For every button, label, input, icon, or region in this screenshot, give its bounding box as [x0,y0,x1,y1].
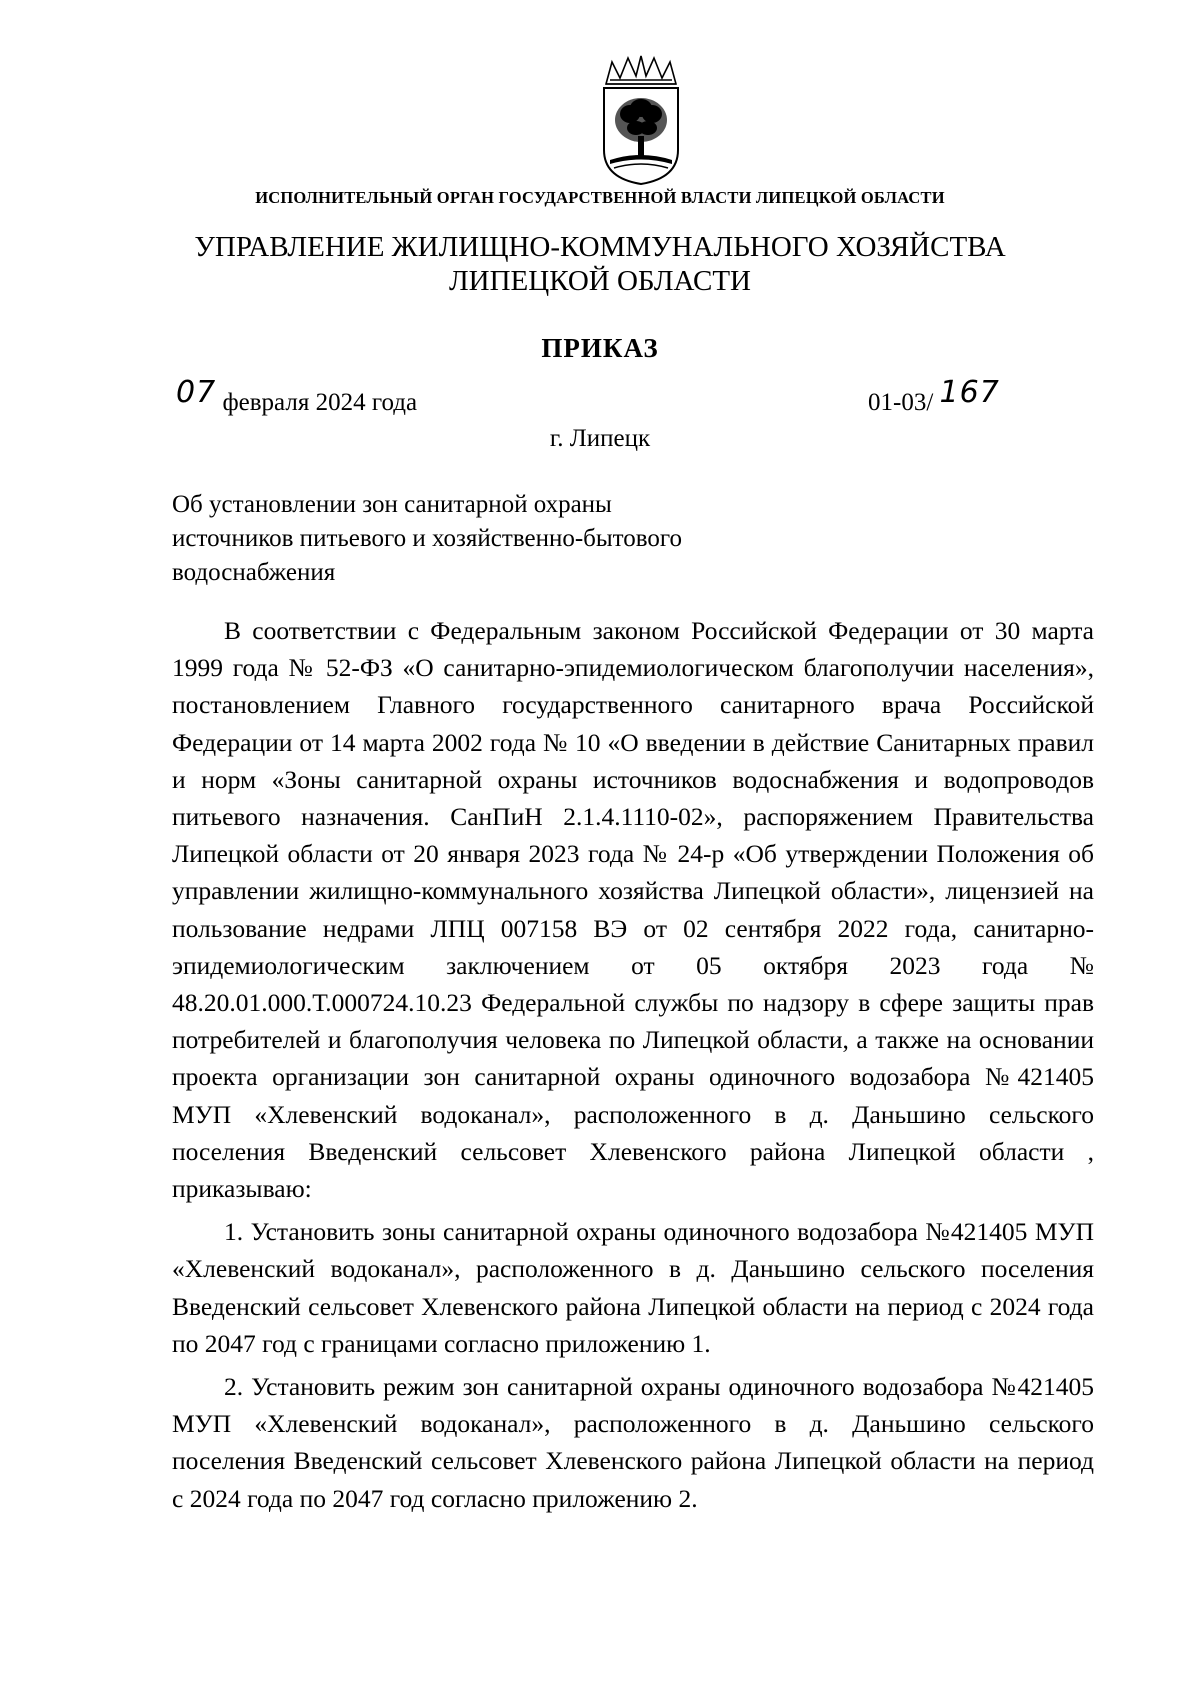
department-title-line-1: УПРАВЛЕНИЕ ЖИЛИЩНО-КОММУНАЛЬНОГО ХОЗЯЙСТВА [194,231,1006,263]
department-title-line-2: ЛИПЕЦКОЙ ОБЛАСТИ [448,265,751,297]
handwritten-day: 07 [176,375,217,410]
subject-line-1: Об установлении зон санитарной охраны [172,491,612,518]
handwritten-number: 167 [939,375,1000,410]
organization-name: ИСПОЛНИТЕЛЬНЫЙ ОРГАН ГОСУДАРСТВЕННОЙ ВЛАСТИ ЛИПЕЦКОЙ ОБЛАСТИ [255,188,945,207]
order-date [176,375,418,418]
preamble-paragraph: В соответствии с Федеральным законом Российской Федерации от 30 марта 1999 года № 52-ФЗ «О санитарно-эпидемиологическом благополучии населения», постановлением Главного государственного санитарного врача Российской Федерации от 14 марта 2002 года № 10 «О введении в действие Санитарных правил и норм «Зоны санитарной охраны источников водоснабжения и водопроводов питьевого назначения. СанПиН 2.1.4.1110-02», распоряжением Правительства Липецкой области от 20 января 2023 года № 24-р «Об утверждении Положения об управлении жилищно-коммунального хозяйства Липецкой области», лицензией на пользование недрами ЛПЦ 007158 ВЭ от 02 сентября 2022 года, санитарно-эпидемиологическим заключением от 05 октября 2023 года № 48.20.01.000.Т.000724.10.23 Федеральной службы по надзору в сфере защиты прав потребителей и благополучия человека по Липецкой области, а также на основании проекта организации зон санитарной охраны одиночного водозабора №421405 МУП «Хлевенский водоканал», расположенного в д. Даньшино сельского поселения Введенский сельсовет Хлевенского района Липецкой области , приказываю: [172,616,1094,1204]
department-title [0,230,1200,298]
order-item-1: 1. Установить зоны санитарной охраны одиночного водозабора №421405 МУП «Хлевенский водоканал», расположенного в д. Даньшино сельского поселения Введенский сельсовет Хлевенского района Липецкой области на период с 2024 года по 2047 год с границами согласно приложению 1. [172,1217,1094,1358]
document-type-title: ПРИКАЗ [541,333,659,363]
date-month-year: февраля 2024 года [222,389,418,416]
subject-line-3: водоснабжения [172,559,336,586]
subject-line-2: источников питьевого и хозяйственно-бытового [172,525,683,552]
lipetsk-oblast-coat-of-arms-icon [596,54,686,186]
order-subject [172,488,682,590]
order-body [172,612,1094,1517]
city-name: г. Липецк [549,425,651,452]
order-number-prefix: 01-03/ [868,389,934,416]
order-item-2: 2. Установить режим зон санитарной охраны одиночного водозабора №421405 МУП «Хлевенский водоканал», расположенного в д. Даньшино сельского поселения Введенский сельсовет Хлевенского района Липецкой области на период с 2024 года по 2047 год согласно приложению 2. [172,1372,1094,1513]
order-number [868,375,1000,418]
